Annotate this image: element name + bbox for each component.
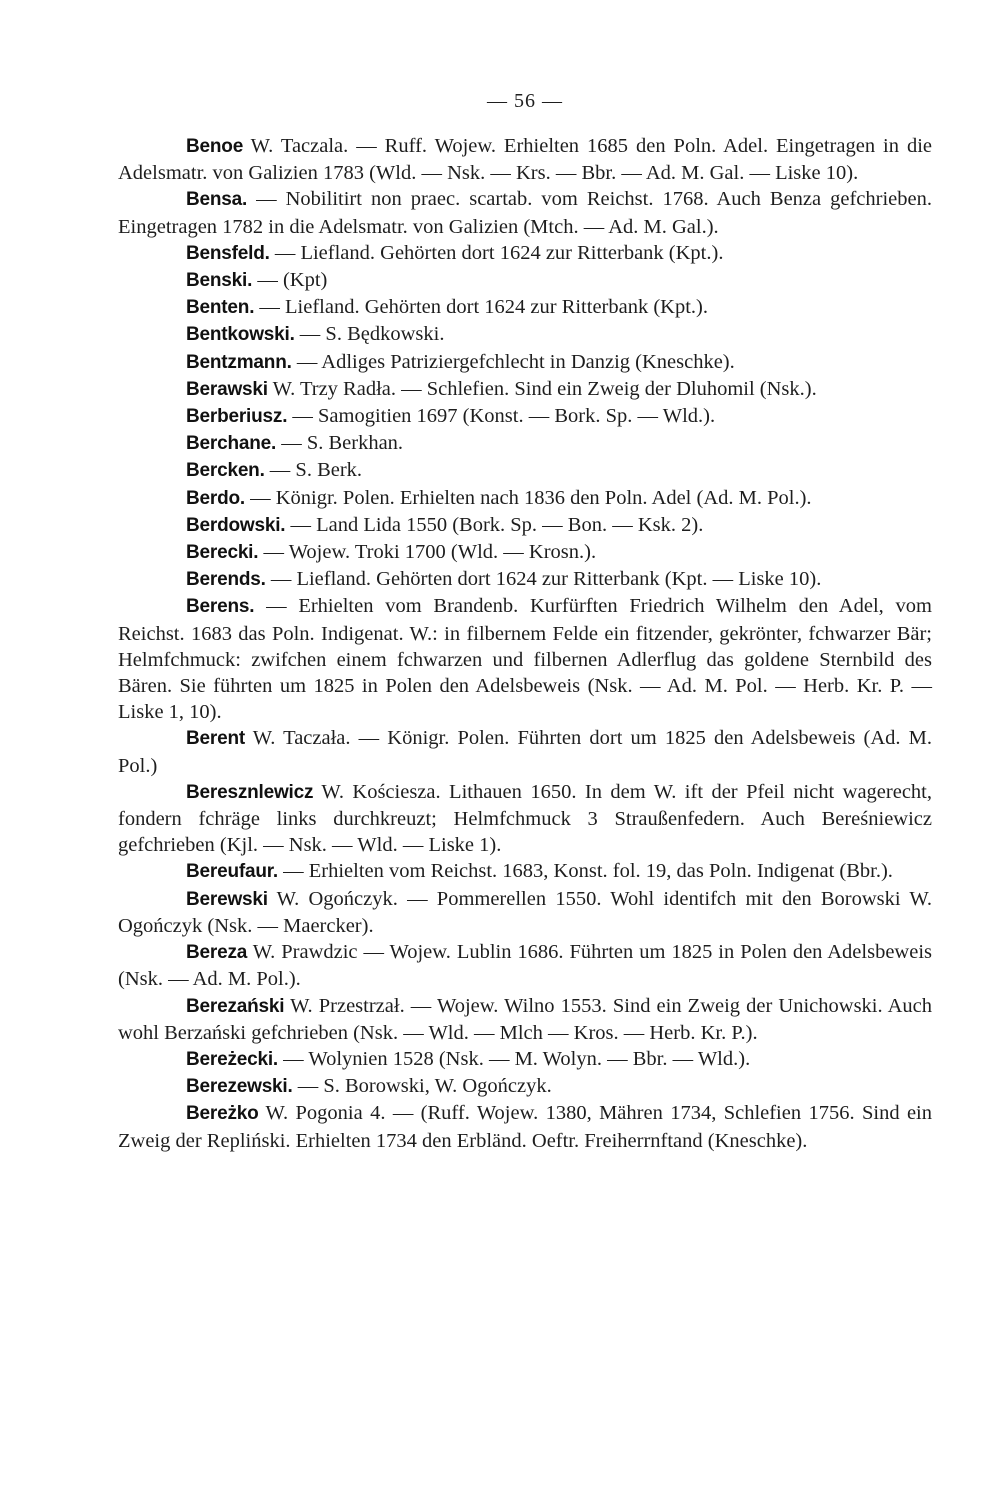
entry-headword: Berewski: [186, 888, 268, 910]
entry-headword: Bensa.: [186, 189, 248, 211]
dictionary-entry: [118, 267, 932, 294]
dictionary-entry: [118, 403, 932, 430]
entry-text: — Liefland. Gehörten dort 1624 zur Ritterbank (Kpt.).: [269, 241, 724, 264]
entry-headword: Berends.: [186, 569, 266, 591]
entry-headword: Beresznlewicz: [186, 781, 314, 803]
entry-text: — Liefland. Gehörten dort 1624 zur Ritterbank (Kpt.).: [254, 296, 709, 319]
entry-text: — S. Berkhan.: [276, 432, 404, 455]
entry-headword: Berezewski.: [186, 1076, 293, 1098]
document-page: [118, 88, 932, 1154]
entry-headword: Bereżecki.: [186, 1048, 279, 1070]
dictionary-entry: [118, 485, 932, 512]
dictionary-entry: [118, 1100, 932, 1153]
dictionary-entry: [118, 321, 932, 348]
dictionary-entry: [118, 779, 932, 859]
entry-headword: Bercken.: [186, 460, 265, 482]
entry-text: — Wojew. Troki 1700 (Wld. — Krosn.).: [258, 541, 597, 564]
entry-headword: Bereżko: [186, 1103, 259, 1125]
entry-headword: Benski.: [186, 270, 253, 292]
entry-headword: Bentzmann.: [186, 351, 292, 373]
dictionary-entry: [118, 430, 932, 457]
dictionary-entry: [118, 294, 932, 321]
dictionary-entry: [118, 593, 932, 725]
entry-text: — S. Będkowski.: [294, 323, 445, 346]
entry-text: W. Ogończyk. — Pommerellen 1550. Wohl identifch mit den Borowski W. Ogończyk (Nsk. — Maercker).: [118, 887, 932, 937]
entry-text: — Liefland. Gehörten dort 1624 zur Ritterbank (Kpt. — Liske 10).: [265, 568, 822, 591]
entry-headword: Berchane.: [186, 433, 277, 455]
entry-text: W. Pogonia 4. — (Ruff. Wojew. 1380, Mähren 1734, Schlefien 1756. Sind ein Zweig der Repliński. Erhielten 1734 den Erbländ. Oeftr. Freiherrnftand (Kneschke).: [118, 1102, 932, 1152]
entry-text: — S. Borowski, W. Ogończyk.: [292, 1075, 552, 1098]
entry-headword: Berawski: [186, 378, 268, 400]
entry-text: — Land Lida 1550 (Bork. Sp. — Bon. — Ksk. 2).: [285, 513, 704, 536]
entry-text: W. Przestrzał. — Wojew. Wilno 1553. Sind ein Zweig der Unichowski. Auch wohl Berzański gefchrieben (Nsk. — Wld. — Mlch — Kros. — Herb. Kr. P.).: [118, 994, 932, 1044]
entry-headword: Bereufaur.: [186, 861, 278, 883]
dictionary-entry: [118, 539, 932, 566]
dictionary-entry: [118, 457, 932, 484]
entry-text: — Erhielten vom Brandenb. Kurfürften Friedrich Wilhelm den Adel, vom Reichst. 1683 das Poln. Indigenat. W.: in filbernem Felde ein fitzender, gekrönter, fchwarzer Bär; Helmfchmuck: zwifchen einem fchwarzen und filbernen Adlerflug das goldene Sternbild des Bären. Sie führten um 1825 in Polen den Adelsbeweis (Nsk. — Ad. M. Pol. — Herb. Kr. P. — Liske 1, 10).: [118, 595, 932, 724]
entry-headword: Bereza: [186, 942, 248, 964]
entry-text: W. Taczala. — Ruff. Wojew. Erhielten 1685 den Poln. Adel. Eingetragen in die Adelsmatr. von Galizien 1783 (Wld. — Nsk. — Krs. — Bbr. — Ad. M. Gal. — Liske 10).: [118, 135, 932, 185]
entry-list: [118, 133, 932, 1154]
entry-text: W. Kościesza. Lithauen 1650. In dem W. ift der Pfeil nicht wagerecht, fondern fchräge links durchkreuzt; Helmfchmuck 3 Straußenfedern. Auch Bereśniewicz gefchrieben (Kjl. — Nsk. — Wld. — Liske 1).: [118, 780, 932, 857]
dictionary-entry: [118, 240, 932, 267]
entry-headword: Bentkowski.: [186, 324, 295, 346]
entry-headword: Berezański: [186, 995, 285, 1017]
entry-text: — (Kpt): [252, 269, 328, 292]
entry-text: — Samogitien 1697 (Konst. — Bork. Sp. — Wld.).: [287, 405, 716, 428]
entry-text: — S. Berk.: [264, 459, 363, 482]
dictionary-entry: [118, 376, 932, 403]
entry-text: W. Prawdzic — Wojew. Lublin 1686. Führten um 1825 in Polen den Adelsbeweis (Nsk. — Ad. M. Pol.).: [118, 941, 932, 991]
entry-headword: Benoe: [186, 136, 244, 157]
entry-headword: Berens.: [186, 596, 255, 618]
entry-headword: Berberiusz.: [186, 406, 288, 428]
dictionary-entry: [118, 133, 932, 186]
dictionary-entry: [118, 993, 932, 1046]
page-number: — 56 —: [487, 90, 563, 112]
dictionary-entry: [118, 349, 932, 376]
entry-text: W. Taczała. — Königr. Polen. Führten dort um 1825 den Adelsbeweis (Ad. M. Pol.): [118, 727, 932, 777]
entry-headword: Berecki.: [186, 542, 259, 564]
dictionary-entry: [118, 1073, 932, 1100]
entry-text: — Adliges Patriziergefchlecht in Danzig (Kneschke).: [291, 350, 735, 373]
entry-text: W. Trzy Radła. — Schlefien. Sind ein Zweig der Dluhomil (Nsk.).: [267, 377, 817, 400]
entry-headword: Bensfeld.: [186, 242, 270, 264]
entry-headword: Berdowski.: [186, 514, 286, 536]
dictionary-entry: [118, 566, 932, 593]
entry-headword: Benten.: [186, 297, 255, 319]
entry-headword: Berent: [186, 728, 245, 750]
entry-text: — Erhielten vom Reichst. 1683, Konst. fol. 19, das Poln. Indigenat (Bbr.).: [277, 860, 893, 883]
dictionary-entry: [118, 512, 932, 539]
entry-text: — Königr. Polen. Erhielten nach 1836 den Poln. Adel (Ad. M. Pol.).: [244, 486, 812, 509]
dictionary-entry: [118, 886, 932, 939]
entry-headword: Berdo.: [186, 487, 245, 509]
dictionary-entry: [118, 858, 932, 885]
dictionary-entry: [118, 939, 932, 992]
dictionary-entry: [118, 186, 932, 239]
dictionary-entry: [118, 725, 932, 778]
dictionary-entry: [118, 1046, 932, 1073]
entry-text: — Wolynien 1528 (Nsk. — M. Wolyn. — Bbr. — Wld.).: [278, 1047, 751, 1070]
entry-text: — Nobilitirt non praec. scartab. vom Reichst. 1768. Auch Benza gefchrieben. Eingetragen 1782 in die Adelsmatr. von Galizien (Mtch. — Ad. M. Gal.).: [118, 188, 932, 238]
